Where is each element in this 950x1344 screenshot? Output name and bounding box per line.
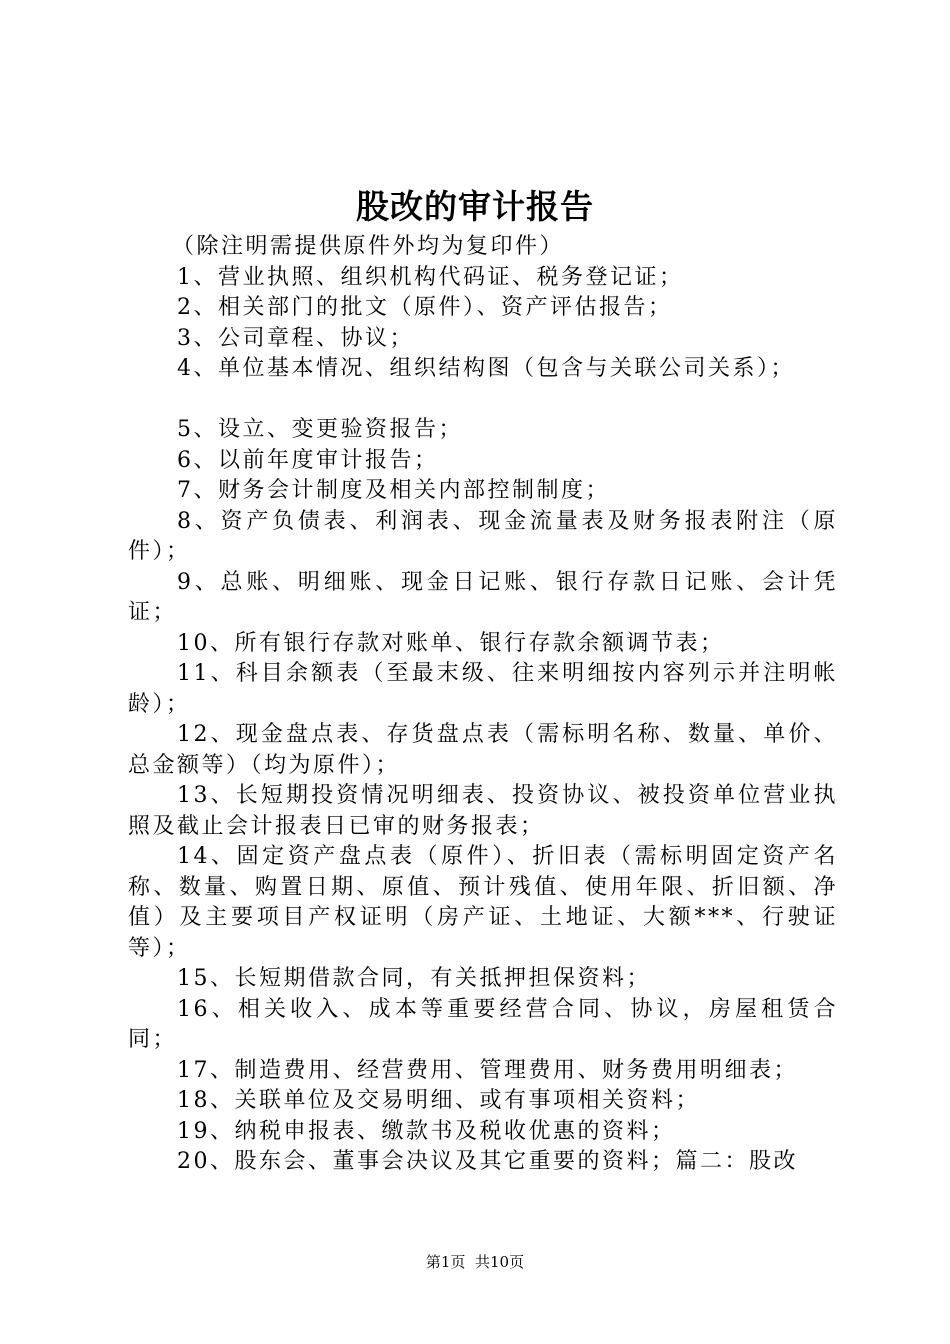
list-item-4: 4、单位基本情况、组织结构图（包含与关联公司关系）； <box>177 356 795 381</box>
document-title: 股改的审计报告 <box>356 187 594 226</box>
list-item-12: 12、现金盘点表、存货盘点表（需标明名称、数量、单价、总金额等）（均为原件）； <box>128 722 838 778</box>
list-item-17: 17、制造费用、经营费用、管理费用、财务费用明细表； <box>177 1057 798 1083</box>
list-item-8: 8、资产负债表、利润表、现金流量表及财务报表附注（原件）； <box>128 508 838 564</box>
list-item-16: 16、相关收入、成本等重要经营合同、协议，房屋租赁合同； <box>128 996 838 1052</box>
list-item-20: 20、股东会、董事会决议及其它重要的资料；篇二：股改 <box>177 1149 798 1174</box>
list-item-18: 18、关联单位及交易明细、或有事项相关资料； <box>177 1088 700 1113</box>
list-item-3: 3、公司章程、协议； <box>177 325 414 351</box>
list-item-14: 14、固定资产盘点表（原件）、折旧表（需标明固定资产名称、数量、购置日期、原值、预计残值、使用年限、折旧额、净值）及主要项目产权证明（房产证、土地证、大额***、行驶证等）； <box>128 844 838 961</box>
document-note: （除注明需提供原件外均为复印件） <box>172 234 565 259</box>
list-item-7: 7、财务会计制度及相关内部控制制度； <box>177 478 610 503</box>
list-item-10: 10、所有银行存款对账单、银行存款余额调节表； <box>177 630 725 656</box>
list-item-5: 5、设立、变更验资报告； <box>177 417 463 442</box>
document-body <box>128 232 838 1178</box>
list-item-2: 2、相关部门的批文（原件）、资产评估报告； <box>177 295 673 320</box>
list-item-6: 6、以前年度审计报告； <box>177 447 439 473</box>
list-item-15: 15、长短期借款合同，有关抵押担保资料； <box>177 966 651 991</box>
page-footer: 第1页 共10页 <box>425 1253 525 1271</box>
list-item-19: 19、纳税申报表、缴款书及税收优惠的资料； <box>177 1118 676 1144</box>
list-item-1: 1、营业执照、组织机构代码证、税务登记证； <box>177 264 684 290</box>
list-item-11: 11、科目余额表（至最末级、往来明细按内容列示并注明帐龄）； <box>128 661 838 717</box>
list-item-9: 9、总账、明细账、现金日记账、银行存款日记账、会计凭证； <box>128 569 838 625</box>
list-item-13: 13、长短期投资情况明细表、投资协议、被投资单位营业执照及截止会计报表日已审的财务报表； <box>128 783 838 839</box>
